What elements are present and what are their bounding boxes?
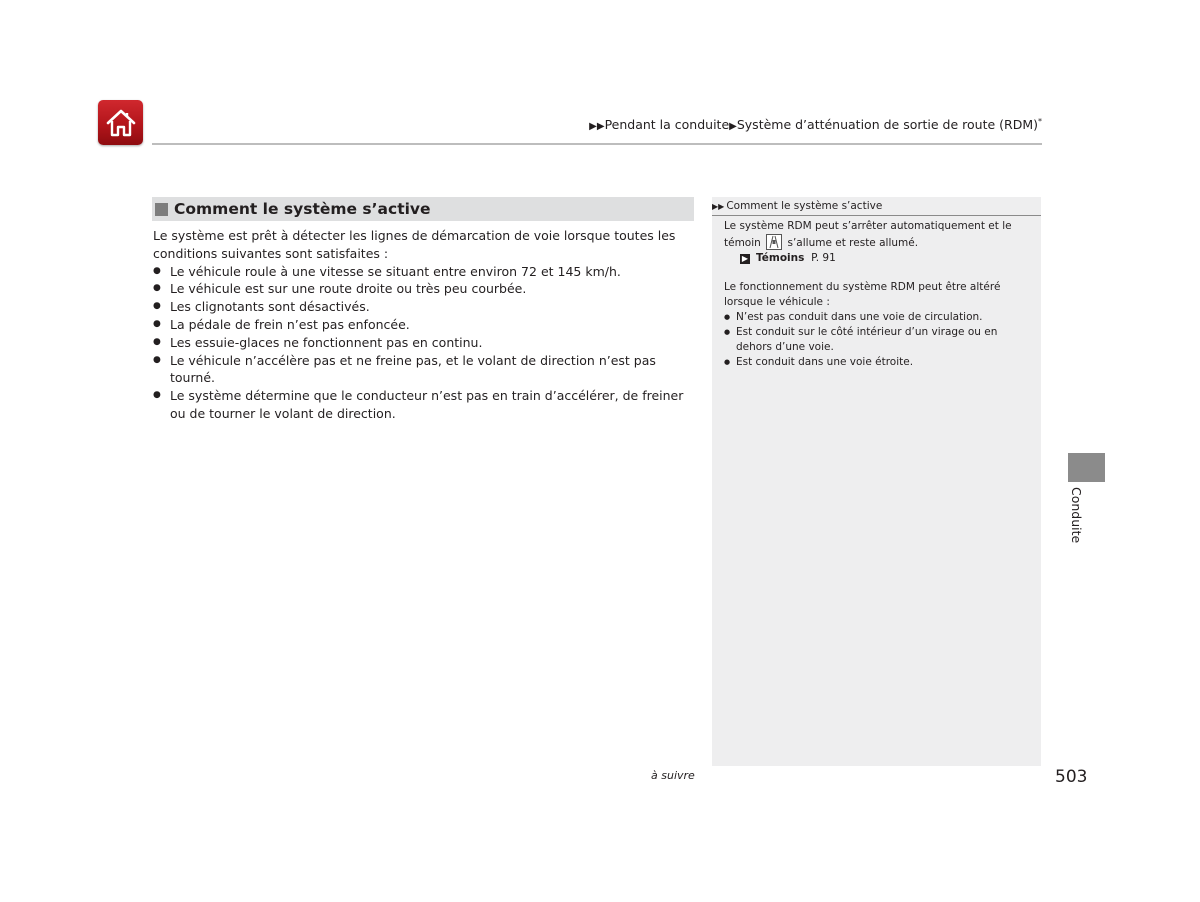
note-marker-icon: ▶▶ [712,202,725,211]
sidebar-note [712,197,1041,766]
lane-departure-indicator-icon [766,234,782,250]
breadcrumb-arrow-icon: ▶ [729,121,737,133]
list-item: ● Est conduit sur le côté intérieur d’un virage ou en dehors d’une voie. [724,325,1034,355]
intro-paragraph: Le système est prêt à détecter les lignes de démarcation de voie lorsque toutes les conditions suivantes sont satisfaites : [153,228,676,261]
sidebar-text: s’allume et reste allumé. [787,237,919,249]
list-item: ● Est conduit dans une voie étroite. [724,355,1034,370]
cross-reference[interactable] [724,251,1034,266]
reference-label[interactable]: Témoins [756,252,805,264]
list-item: ● Le véhicule est sur une route droite ou très peu courbée. [153,280,698,298]
conditions-list [153,263,698,423]
main-content [153,227,698,423]
list-item: ● Le véhicule roule à une vitesse se situant entre environ 72 et 145 km/h. [153,263,698,281]
list-item: ● Les clignotants sont désactivés. [153,298,698,316]
section-header [152,197,694,221]
home-icon[interactable] [98,100,143,145]
chapter-tab[interactable] [1068,453,1105,482]
sidebar-list [724,310,1034,370]
continue-label: à suivre [651,769,695,782]
section-square-icon [155,203,168,216]
header-divider [152,143,1042,145]
sidebar-paragraph: Le fonctionnement du système RDM peut être altéré lorsque le véhicule : [724,281,1001,308]
list-item: ● Le véhicule n’accélère pas et ne freine pas, et le volant de direction n’est pas tourné. [153,352,698,388]
reference-arrow-icon: ▶ [741,254,749,263]
list-item: ● La pédale de frein n’est pas enfoncée. [153,316,698,334]
sidebar-note-body [724,219,1034,370]
sidebar-note-title: Comment le système s’active [726,200,883,212]
list-item: ● N’est pas conduit dans une voie de circulation. [724,310,1034,325]
option-marker: * [1038,117,1042,126]
section-title: Comment le système s’active [174,200,431,218]
chapter-tab-label[interactable]: Conduite [1069,487,1084,544]
breadcrumb-item-driving[interactable]: Pendant la conduite [604,117,730,133]
breadcrumb-item-rdm[interactable]: Système d’atténuation de sortie de route (RDM) [736,117,1038,133]
list-item: ● Le système détermine que le conducteur n’est pas en train d’accélérer, de freiner ou de tourner le volant de direction. [153,387,698,423]
sidebar-text: Le système RDM peut s’arrêter automatiquement et le témoin [724,220,1012,249]
reference-page[interactable]: P. 91 [811,252,836,264]
breadcrumb-arrow-icon: ▶▶ [589,121,605,133]
page-number: 503 [1055,767,1088,787]
sidebar-note-header [712,197,1041,216]
sidebar-paragraph [724,219,1034,251]
list-item: ● Les essuie-glaces ne fonctionnent pas en continu. [153,334,698,352]
breadcrumb [560,117,1042,132]
